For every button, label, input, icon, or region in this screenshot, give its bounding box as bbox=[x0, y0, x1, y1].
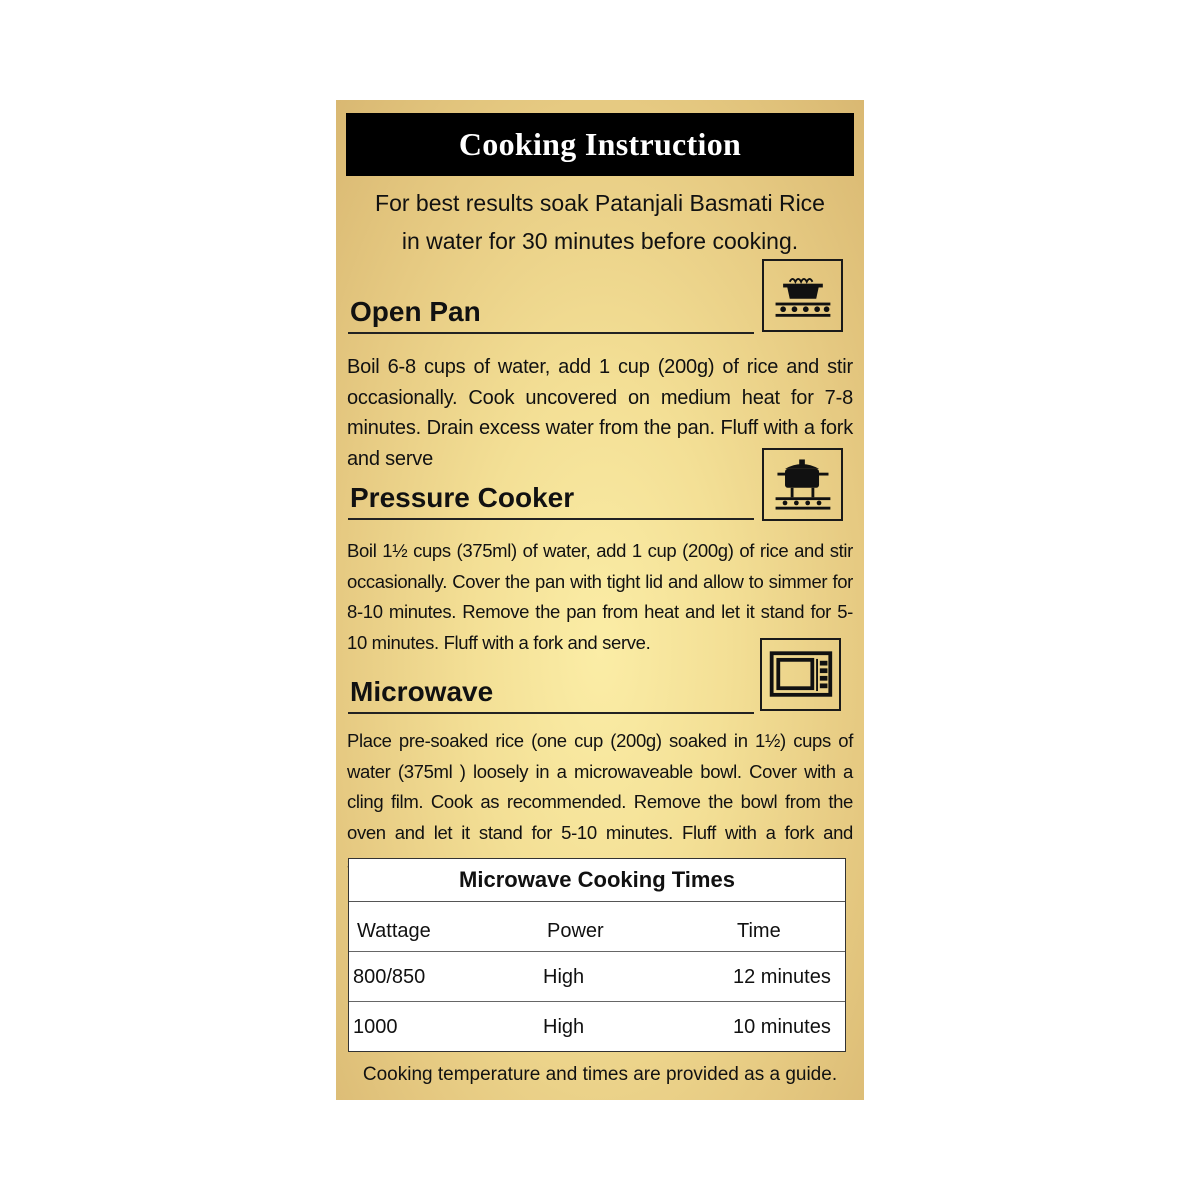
column-header-time: Time bbox=[737, 920, 781, 942]
microwave-cooking-times-table bbox=[348, 858, 846, 1052]
cell-wattage: 800/850 bbox=[353, 966, 426, 988]
pressure-cooker-icon-graphic bbox=[764, 450, 841, 519]
open-pan-instructions: Boil 6-8 cups of water, add 1 cup (200g) of rice and stir occasionally. Cook uncovered on medium heat for 7-8 minutes. Drain excess water from the pan. Fluff with a fork and serve bbox=[347, 356, 853, 470]
pressure-cooker-icon bbox=[762, 448, 843, 521]
column-header-power: Power bbox=[547, 920, 604, 942]
cell-power: High bbox=[543, 966, 585, 988]
column-header-wattage: Wattage bbox=[357, 920, 431, 942]
table-row bbox=[349, 1002, 845, 1051]
microwave-icon bbox=[760, 638, 841, 711]
cell-time: 12 minutes bbox=[733, 966, 831, 988]
gas-stove-pan-icon bbox=[762, 259, 843, 332]
section-heading-open-pan: Open Pan bbox=[348, 292, 754, 334]
cell-wattage: 1000 bbox=[353, 1016, 398, 1038]
intro-line-2: in water for 30 minutes before cooking. bbox=[401, 228, 799, 254]
cell-power: High bbox=[543, 1016, 585, 1038]
gas-stove-pan-icon-graphic bbox=[764, 261, 841, 330]
title-bar bbox=[346, 113, 854, 176]
cooking-instruction-label bbox=[336, 100, 864, 1100]
intro-text bbox=[336, 184, 864, 260]
table-header-row bbox=[349, 902, 845, 952]
table-title: Microwave Cooking Times bbox=[349, 859, 845, 902]
section-heading-microwave: Microwave bbox=[348, 672, 754, 714]
cell-time: 10 minutes bbox=[733, 1016, 831, 1038]
section-heading-pressure-cooker: Pressure Cooker bbox=[348, 478, 754, 520]
intro-line-1: For best results soak Patanjali Basmati Rice bbox=[375, 190, 825, 216]
table-row bbox=[349, 952, 845, 1002]
pressure-cooker-instructions: Boil 1½ cups (375ml) of water, add 1 cup (200g) of rice and stir occasionally. Cover the pan with tight lid and allow to simmer for 8-10 minutes. Remove the pan from heat and let it stand for 5-10 minutes. Fluff with a fork and serve. bbox=[347, 540, 853, 653]
microwave-icon-graphic bbox=[762, 640, 839, 709]
footnote: Cooking temperature and times are provided as a guide. bbox=[362, 1064, 838, 1085]
page-title: Cooking Instruction bbox=[458, 126, 742, 162]
microwave-instructions: Place pre-soaked rice (one cup (200g) soaked in 1½) cups of water (375ml ) loosely in a microwaveable bowl. Cover with a cling film. Cook as recommended. Remove the bowl from the oven and let it stand for 5-10 minutes. Fluff with a fork and bbox=[347, 730, 853, 843]
